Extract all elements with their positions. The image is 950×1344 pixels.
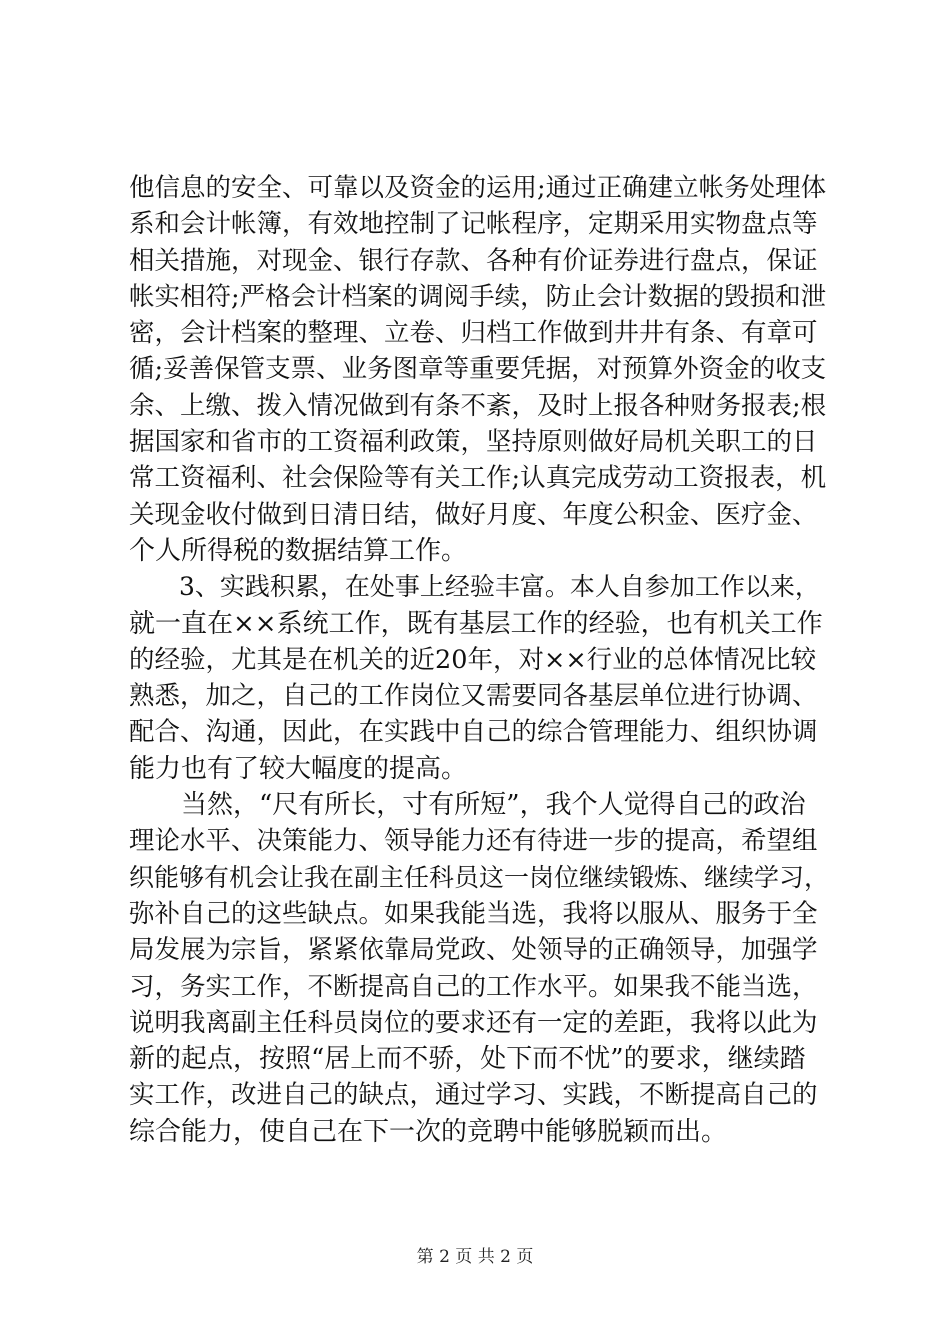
- text-line: 个人所得税的数据结算工作。: [129, 535, 468, 566]
- text-line: 当然，“尺有所长，寸有所短”，我个人觉得自己的政治: [129, 790, 806, 821]
- text-line: 能力也有了较大幅度的提高。: [129, 753, 468, 784]
- text-line: 系和会计帐簿，有效地控制了记帐程序，定期采用实物盘点等: [129, 209, 818, 240]
- text-line: 就一直在××系统工作，既有基层工作的经验，也有机关工作: [129, 608, 823, 639]
- text-line: 习，务实工作，不断提高自己的工作水平。如果我不能当选，: [129, 971, 818, 1002]
- text-line: 新的起点，按照“居上而不骄，处下而不忧”的要求，继续踏: [129, 1044, 806, 1075]
- text-line: 织能够有机会让我在副主任科员这一岗位继续锻炼、继续学习，: [129, 862, 830, 892]
- text-line: 配合、沟通，因此，在实践中自己的综合管理能力、组织协调: [129, 717, 818, 748]
- text-line: 实工作，改进自己的缺点，通过学习、实践，不断提高自己的: [129, 1080, 818, 1111]
- text-line: 理论水平、决策能力、领导能力还有待进一步的提高，希望组: [129, 826, 818, 857]
- text-line: 帐实相符;严格会计档案的调阅手续，防止会计数据的毁损和泄: [129, 281, 827, 312]
- text-line: 弥补自己的这些缺点。如果我能当选，我将以服从、服务于全: [129, 898, 818, 929]
- text-line: 3、实践积累，在处事上经验丰富。本人自参加工作以来，: [129, 572, 820, 602]
- text-line: 相关措施，对现金、银行存款、各种有价证券进行盘点，保证: [129, 245, 818, 276]
- text-line: 余、上缴、拨入情况做到有条不紊，及时上报各种财务报表;根: [129, 390, 827, 421]
- text-line: 关现金收付做到日清日结，做好月度、年度公积金、医疗金、: [129, 499, 818, 530]
- text-line: 常工资福利、社会保险等有关工作;认真完成劳动工资报表，机: [129, 463, 827, 494]
- text-line: 密，会计档案的整理、立卷、归档工作做到井井有条、有章可: [129, 318, 818, 349]
- text-line: 据国家和省市的工资福利政策，坚持原则做好局机关职工的日: [129, 427, 818, 458]
- text-line: 循;妥善保管支票、业务图章等重要凭据，对预算外资金的收支: [129, 354, 827, 385]
- text-line: 局发展为宗旨，紧紧依靠局党政、处领导的正确领导，加强学: [129, 935, 818, 966]
- document-body: [129, 170, 829, 1150]
- text-line: 熟悉，加之，自己的工作岗位又需要同各基层单位进行协调、: [129, 681, 818, 712]
- text-line: 说明我离副主任科员岗位的要求还有一定的差距，我将以此为: [129, 1007, 818, 1038]
- text-line: 他信息的安全、可靠以及资金的运用;通过正确建立帐务处理体: [129, 173, 827, 203]
- text-line: 综合能力，使自己在下一次的竞聘中能够脱颖而出。: [129, 1116, 728, 1147]
- page-number-footer: 第 2 页 共 2 页: [416, 1247, 534, 1267]
- text-line: 的经验，尤其是在机关的近20年，对××行业的总体情况比较: [129, 644, 817, 675]
